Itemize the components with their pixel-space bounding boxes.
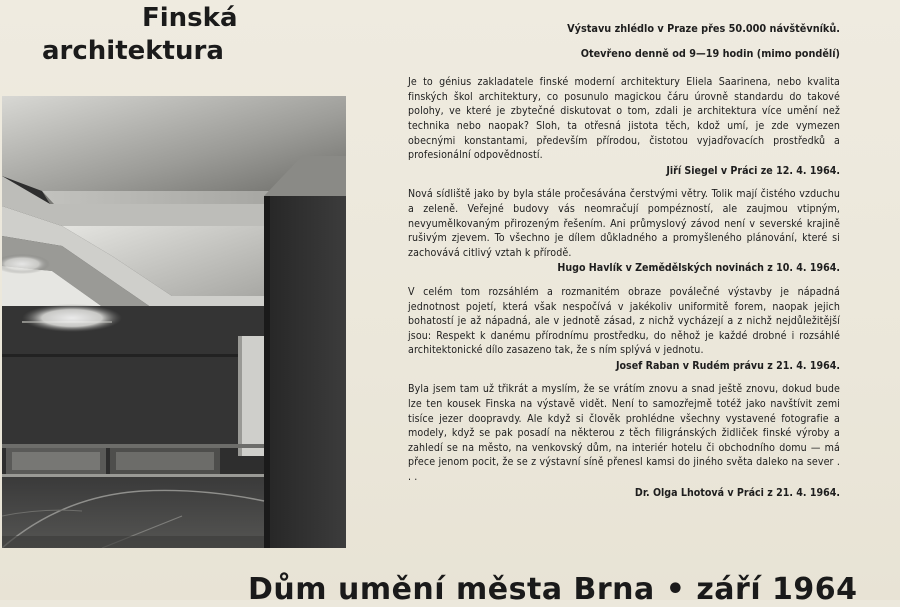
poster-title	[42, 2, 282, 68]
review-source: Jiří Siegel v Práci ze 12. 4. 1964.	[666, 164, 840, 177]
review-text: Nová sídliště jako by byla stále pročesávána čerstvými větry. Tolik mají čistého vzduchu a zeleně. Veřejné budovy vás neomračují pompézností, ale zaujmou vtipným, nevyumělkovaným přirozeným řešením. Ani průmyslový závod není v severské krajině rušivým zjevem. To všechno je dílem důkladného a promyšleného plánování, které si zachovává citlivý vztah k přírodě.	[408, 188, 840, 259]
exhibition-venue-date: Dům umění města Brna • září 1964	[248, 572, 858, 607]
review-source: Dr. Olga Lhotová v Práci z 21. 4. 1964.	[634, 486, 840, 499]
review-text: Je to génius zakladatele finské moderní architektury Eliela Saarinena, nebo kvalita finských škol architektury, co posunulo magickou čáru úrovně standardu do takové polohy, ve které je zbytečné diskutovat o tom, zdali je architektura více umění než technika nebo naopak? Sloh, ta otřesná jistota těch, kdož umí, je zde vymezen obecnými konstantami, především přírodou, čistotou vyjadřovacích prostředků a profesionální odpovědností.	[408, 76, 840, 162]
review-source: Hugo Havlík v Zemědělských novinách z 10. 4. 1964.	[557, 262, 840, 275]
review-source: Josef Raban v Rudém právu z 21. 4. 1964.	[615, 359, 840, 372]
review-text: Byla jsem tam už třikrát a myslím, že se vrátím znovu a snad ještě znovu, dokud bude lze ten kousek Finska na výstavě vidět. Není to samozřejmě totéž jako navštívit zemi tisíce jezer doopravdy. Ale když si člověk prohlédne všechny vystavené fotografie a modely, když se pak posadí na některou z těch filigránských židliček finské výroby a zahledí se na město, na venkovský dům, na interiér hotelu či obchodního domu — má přece jenom pocit, že se z výstavní síně přenesl kamsi do jiného světa daleko na sever . . .	[408, 383, 840, 484]
review-text: V celém tom rozsáhlém a rozmanitém obraze poválečné výstavby je nápadná jednotnost pojetí, která však nespočívá v jakékoliv uniformitě forem, naopak jejich bohatostí je až nápadná, ale v jednotě zásad, z nichž vycházejí a z nichž nejdůležitější jsou: Respekt k danému přírodnímu prostředku, do něhož je každé drobné i rozsáhlé architektonické dílo zasazeno tak, že s ním splývá v jednotu.	[408, 285, 840, 357]
title-line-2: architektura	[42, 36, 224, 66]
architecture-interior-photo	[2, 96, 346, 548]
review-column	[408, 22, 840, 509]
opening-hours-note: Otevřeno denně od 9—19 hodin (mimo pondělí)	[580, 46, 840, 60]
visitor-count-note: Výstavu zhlédlo v Praze přes 50.000 návštěvníků.	[567, 22, 840, 35]
title-line-1: Finská	[142, 3, 238, 33]
